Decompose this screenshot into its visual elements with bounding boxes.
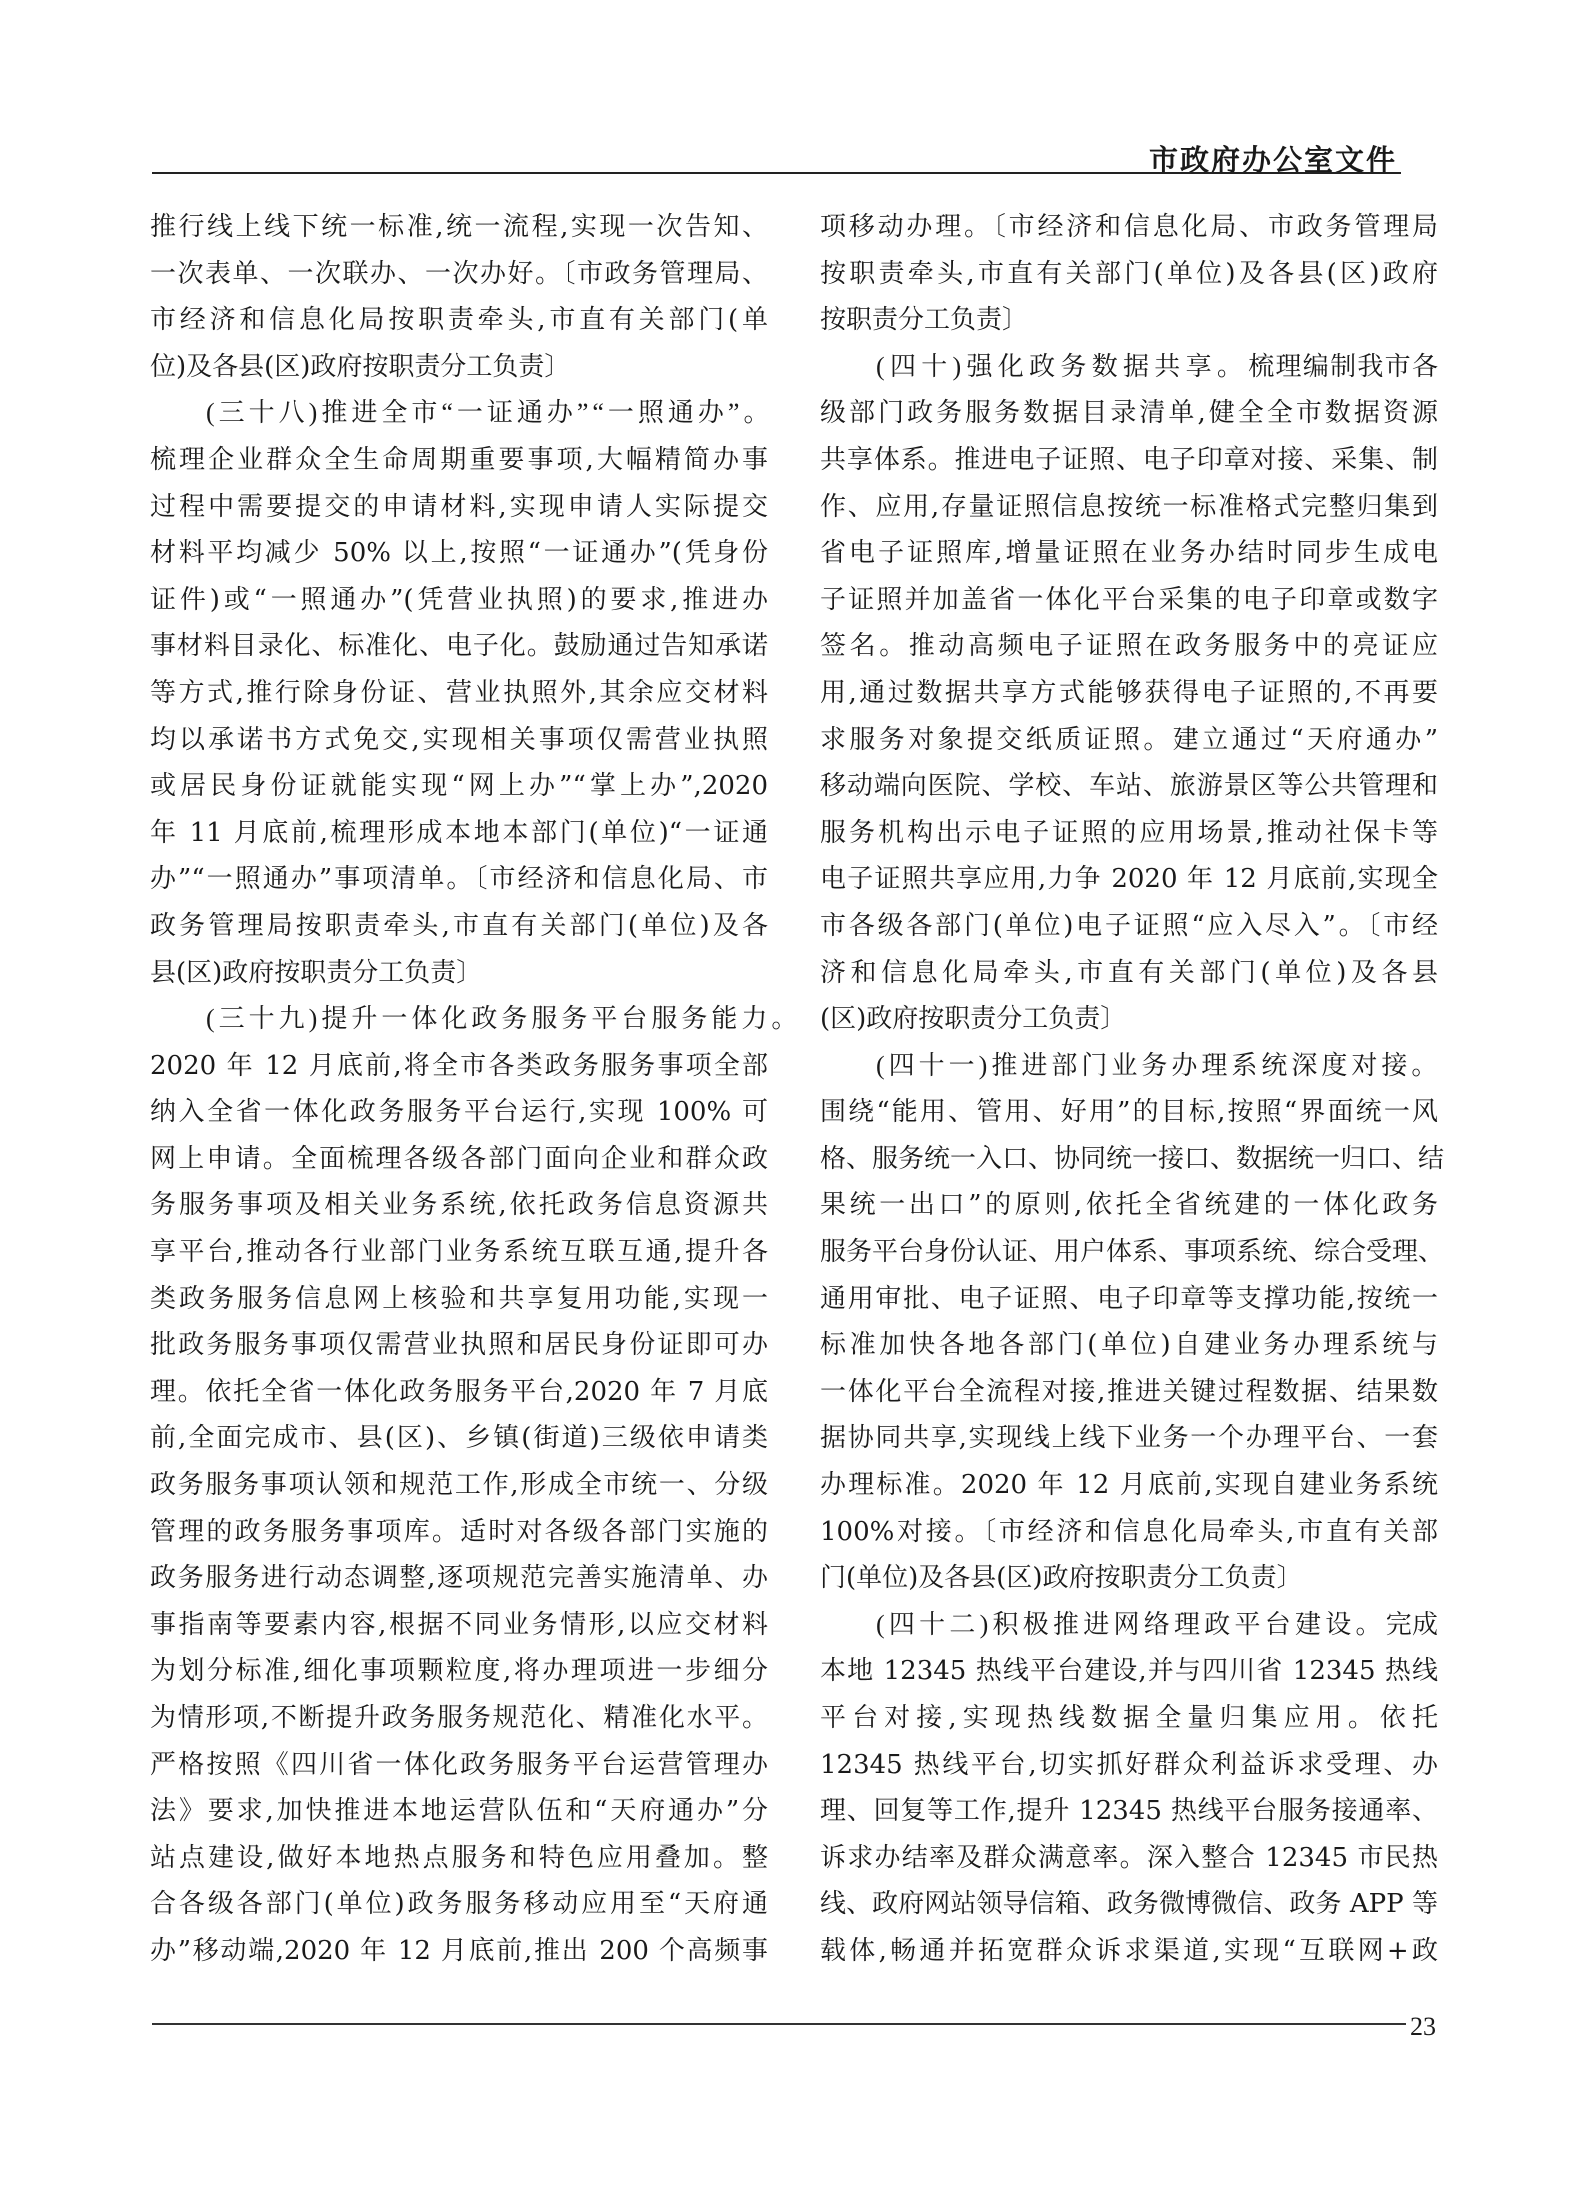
paragraph-line: 务服务事项及相关业务系统,依托政务信息资源共 bbox=[150, 1190, 768, 1221]
paragraph-line: 服务平台身份认证、用户体系、事项系统、综合受理、 bbox=[820, 1237, 1445, 1268]
paragraph-line: 门(单位)及各县(区)政府按职责分工负责〕 bbox=[820, 1563, 1303, 1594]
paragraph-line: 过程中需要提交的申请材料,实现申请人实际提交 bbox=[150, 491, 768, 522]
paragraph-line: 线、政府网站领导信箱、政务微博微信、政务 APP 等 bbox=[820, 1889, 1438, 1920]
paragraph-line: 济和信息化局牵头,市直有关部门(单位)及各县 bbox=[820, 957, 1438, 988]
paragraph-line: 载体,畅通并拓宽群众诉求渠道,实现“互联网+政 bbox=[820, 1935, 1438, 1966]
paragraph-line: 网上申请。全面梳理各级各部门面向企业和群众政 bbox=[150, 1143, 768, 1174]
paragraph-line: 材料平均减少 50% 以上,按照“一证通办”(凭身份 bbox=[150, 538, 768, 569]
paragraph-line: 平台对接,实现热线数据全量归集应用。依托 bbox=[820, 1703, 1438, 1733]
paragraph-line: 通用审批、电子证照、电子印章等支撑功能,按统一 bbox=[820, 1283, 1438, 1314]
paragraph-line: 求服务对象提交纸质证照。建立通过“天府通办” bbox=[820, 724, 1438, 755]
paragraph-line: 管理的政务服务事项库。适时对各级各部门实施的 bbox=[150, 1516, 768, 1547]
paragraph-line: 证件)或“一照通办”(凭营业执照)的要求,推进办 bbox=[150, 584, 768, 615]
paragraph-line: 服务机构出示电子证照的应用场景,推动社保卡等 bbox=[820, 817, 1438, 848]
paragraph-line: 诉求办结率及群众满意率。深入整合 12345 市民热 bbox=[820, 1842, 1438, 1873]
footer-rule bbox=[152, 2023, 1406, 2025]
paragraph-line: 办”移动端,2020 年 12 月底前,推出 200 个高频事 bbox=[150, 1935, 768, 1966]
paragraph-line: 政务管理局按职责牵头,市直有关部门(单位)及各 bbox=[150, 910, 768, 941]
section-heading: (四十二)积极推进网络理政平台建设。 bbox=[876, 1609, 1386, 1639]
section-heading: (四十一)推进部门业务办理系统深度对接。 bbox=[876, 1050, 1442, 1080]
paragraph-line: 享平台,推动各行业部门业务系统互联互通,提升各 bbox=[150, 1237, 768, 1268]
paragraph-line: 市各级各部门(单位)电子证照“应入尽入”。〔市经 bbox=[820, 910, 1438, 941]
paragraph-line: 站点建设,做好本地热点服务和特色应用叠加。整 bbox=[150, 1842, 768, 1873]
paragraph-line: 理、回复等工作,提升 12345 热线平台服务接通率、 bbox=[820, 1796, 1438, 1827]
paragraph-line: 理。依托全省一体化政务服务平台,2020 年 7 月底 bbox=[150, 1376, 768, 1407]
paragraph-line: 类政务服务信息网上核验和共享复用功能,实现一 bbox=[150, 1283, 768, 1314]
section-heading-line bbox=[820, 344, 1438, 391]
paragraph-line: 为划分标准,细化事项颗粒度,将办理项进一步细分 bbox=[150, 1656, 768, 1687]
section-heading: (四十)强化政务数据共享。 bbox=[876, 351, 1249, 381]
section-heading-line bbox=[820, 1043, 1442, 1090]
paragraph-line: 签名。推动高频电子证照在政务服务中的亮证应 bbox=[820, 631, 1438, 662]
paragraph-line: 县(区)政府按职责分工负责〕 bbox=[150, 957, 483, 988]
section-heading: (三十八)推进全市“一证通办”“一照通办”。 bbox=[206, 398, 774, 428]
paragraph-line: 果统一出口”的原则,依托全省统建的一体化政务 bbox=[820, 1190, 1438, 1221]
paragraph-line: 按职责牵头,市直有关部门(单位)及各县(区)政府 bbox=[820, 258, 1438, 289]
paragraph-line: 政务服务事项认领和规范工作,形成全市统一、分级 bbox=[150, 1470, 768, 1501]
paragraph-line: 严格按照《四川省一体化政务服务平台运营管理办 bbox=[150, 1749, 768, 1780]
section-heading-line bbox=[150, 390, 774, 437]
paragraph-line: 法》要求,加快推进本地运营队伍和“天府通办”分 bbox=[150, 1796, 768, 1827]
paragraph-line: 市经济和信息化局按职责牵头,市直有关部门(单 bbox=[150, 305, 768, 336]
paragraph-line: 省电子证照库,增量证照在业务办结时同步生成电 bbox=[820, 538, 1438, 569]
page-number: 23 bbox=[1410, 2012, 1436, 2041]
heading-trailing-text: 梳理编制我市各 bbox=[1248, 351, 1438, 382]
right-column bbox=[820, 204, 1445, 1975]
paragraph-line: 级部门政务服务数据目录清单,健全全市数据资源 bbox=[820, 398, 1438, 429]
left-column bbox=[150, 204, 802, 1975]
heading-trailing-text: 完成 bbox=[1385, 1609, 1438, 1640]
paragraph-line: 年 11 月底前,梳理形成本地本部门(单位)“一证通 bbox=[150, 817, 768, 848]
paragraph-line: 为情形项,不断提升政务服务规范化、精准化水平。 bbox=[150, 1703, 768, 1733]
paragraph-line: 项移动办理。〔市经济和信息化局、市政务管理局 bbox=[820, 212, 1438, 242]
paragraph-line: 批政务服务事项仅需营业执照和居民身份证即可办 bbox=[150, 1330, 768, 1361]
paragraph-line: 围绕“能用、管用、好用”的目标,按照“界面统一风 bbox=[820, 1097, 1438, 1128]
paragraph-line: 办”“一照通办”事项清单。〔市经济和信息化局、市 bbox=[150, 864, 768, 895]
section-heading: (三十九)提升一体化政务服务平台服务能力。 bbox=[206, 1004, 802, 1034]
section-heading-line bbox=[150, 996, 802, 1043]
paragraph-line: 子证照并加盖省一体化平台采集的电子印章或数字 bbox=[820, 584, 1438, 615]
paragraph-line: 作、应用,存量证照信息按统一标准格式完整归集到 bbox=[820, 491, 1438, 522]
paragraph-line: 本地 12345 热线平台建设,并与四川省 12345 热线 bbox=[820, 1656, 1438, 1687]
paragraph-line: 合各级各部门(单位)政务服务移动应用至“天府通 bbox=[150, 1889, 768, 1920]
paragraph-line: 用,通过数据共享方式能够获得电子证照的,不再要 bbox=[820, 677, 1438, 708]
paragraph-line: 前,全面完成市、县(区)、乡镇(街道)三级依申请类 bbox=[150, 1423, 768, 1454]
paragraph-line: 事指南等要素内容,根据不同业务情形,以应交材料 bbox=[150, 1609, 768, 1640]
paragraph-line: 办理标准。2020 年 12 月底前,实现自建业务系统 bbox=[820, 1470, 1438, 1501]
paragraph-line: 一次表单、一次联办、一次办好。〔市政务管理局、 bbox=[150, 258, 768, 289]
paragraph-line: 政务服务进行动态调整,逐项规范完善实施清单、办 bbox=[150, 1563, 768, 1594]
paragraph-line: 电子证照共享应用,力争 2020 年 12 月底前,实现全 bbox=[820, 864, 1438, 895]
paragraph-line: 推行线上线下统一标准,统一流程,实现一次告知、 bbox=[150, 212, 768, 242]
paragraph-line: 或居民身份证就能实现“网上办”“掌上办”,2020 bbox=[150, 771, 768, 802]
running-header-title: 市政府办公室文件 bbox=[1148, 143, 1397, 177]
paragraph-line: 等方式,推行除身份证、营业执照外,其余应交材料 bbox=[150, 677, 768, 708]
paragraph-line: 共享体系。推进电子证照、电子印章对接、采集、制 bbox=[820, 444, 1438, 475]
paragraph-line: 12345 热线平台,切实抓好群众利益诉求受理、办 bbox=[820, 1749, 1438, 1780]
paragraph-line: 均以承诺书方式免交,实现相关事项仅需营业执照 bbox=[150, 724, 768, 755]
paragraph-line: 2020 年 12 月底前,将全市各类政务服务事项全部 bbox=[150, 1050, 768, 1081]
paragraph-line: 100%对接。〔市经济和信息化局牵头,市直有关部 bbox=[820, 1516, 1438, 1547]
paragraph-line: 标准加快各地各部门(单位)自建业务办理系统与 bbox=[820, 1330, 1438, 1361]
paragraph-line: 格、服务统一入口、协同统一接口、数据统一归口、结 bbox=[820, 1143, 1445, 1174]
paragraph-line: 位)及各县(区)政府按职责分工负责〕 bbox=[150, 351, 571, 382]
paragraph-line: 一体化平台全流程对接,推进关键过程数据、结果数 bbox=[820, 1376, 1438, 1407]
paragraph-line: (区)政府按职责分工负责〕 bbox=[820, 1004, 1127, 1035]
paragraph-line: 按职责分工负责〕 bbox=[820, 305, 1029, 336]
paragraph-line: 梳理企业群众全生命周期重要事项,大幅精简办事 bbox=[150, 444, 768, 475]
section-heading-line bbox=[820, 1602, 1438, 1649]
paragraph-line: 移动端向医院、学校、车站、旅游景区等公共管理和 bbox=[820, 771, 1438, 802]
paragraph-line: 纳入全省一体化政务服务平台运行,实现 100% 可 bbox=[150, 1097, 768, 1128]
paragraph-line: 据协同共享,实现线上线下业务一个办理平台、一套 bbox=[820, 1423, 1438, 1454]
paragraph-line: 事材料目录化、标准化、电子化。鼓励通过告知承诺 bbox=[150, 631, 768, 662]
header-rule bbox=[152, 172, 1401, 174]
